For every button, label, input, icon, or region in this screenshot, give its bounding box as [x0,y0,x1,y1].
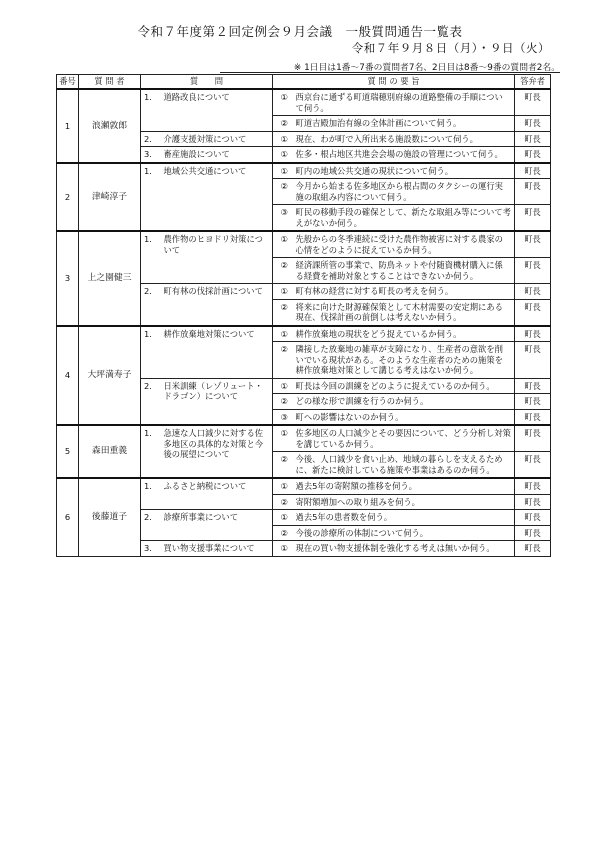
entry-number: 2 [57,163,79,232]
session-date: 令和７年９月８日（月）・９日（火） [351,41,550,55]
detail-number: ① [273,478,293,494]
detail-text: 過去5年の患者数を伺う。 [293,510,515,526]
table-body [57,89,551,556]
member-name: 森田重義 [79,425,141,478]
question-title: 農作物のヒヨドリ対策について [161,231,273,284]
detail-number: ② [273,494,293,510]
detail-number: ② [273,116,293,132]
table-row [57,425,551,452]
answerer: 町長 [515,258,551,284]
question-number: 3. [141,147,161,163]
detail-number: ③ [273,205,293,232]
header-question: 質 問 [141,75,273,90]
question-number: 2. [141,284,161,326]
question-number: 3. [141,541,161,557]
header-member: 質 問 者 [79,75,141,90]
member-name: 上之園健三 [79,231,141,326]
answerer: 町長 [515,525,551,541]
table-header-row [57,75,551,90]
answerer: 町長 [515,378,551,394]
answerer: 町長 [515,541,551,557]
detail-text: 町民の移動手段の確保として、新たな取組み等について考えがないか伺う。 [293,205,515,232]
answerer: 町長 [515,494,551,510]
answerer: 町長 [515,147,551,163]
table-row [57,478,551,494]
answerer: 町長 [515,299,551,326]
answerer: 町長 [515,131,551,147]
question-title: 町有林の伐採計画について [161,284,273,326]
question-title: ふるさと納税について [161,478,273,510]
detail-text: 寄附額増加への取り組みを伺う。 [293,494,515,510]
entry-number: 1 [57,89,79,163]
entry-number: 5 [57,425,79,478]
entry-number: 3 [57,231,79,326]
table-row [57,326,551,342]
answerer: 町長 [515,179,551,205]
answerer: 町長 [515,89,551,116]
document-title: 令和７年度第２回定例会９月会議 一般質問通告一覧表 [137,24,463,39]
answerer: 町長 [515,116,551,132]
detail-number: ① [273,131,293,147]
detail-number: ① [273,378,293,394]
detail-number: ① [273,326,293,342]
question-number: 2. [141,510,161,541]
question-title: 診療所事業について [161,510,273,541]
detail-number: ② [273,299,293,326]
question-number: 1. [141,478,161,510]
question-title: 地域公共交通について [161,163,273,232]
table-row [57,231,551,258]
question-title: 耕作放棄地対策について [161,326,273,379]
detail-text: 町有林の経営に対する町長の考えを伺う。 [293,284,515,300]
entry-number: 4 [57,326,79,426]
detail-text: 経済課所管の事業で、防鳥ネットや付随資機材購入に係る経費を補助対象とすることはできないか伺う。 [293,258,515,284]
question-number: 1. [141,89,161,131]
answerer: 町長 [515,342,551,379]
detail-number: ① [273,163,293,179]
entry-number: 6 [57,478,79,556]
detail-number: ② [273,342,293,379]
note-underline [220,72,560,73]
question-title: 介護支援対策について [161,131,273,147]
question-number: 2. [141,378,161,425]
answerer: 町長 [515,394,551,410]
answerer: 町長 [515,409,551,425]
detail-number: ② [273,258,293,284]
detail-number: ② [273,179,293,205]
question-number: 1. [141,231,161,284]
detail-text: 現在、わが町で入所出来る施設数について伺う。 [293,131,515,147]
answerer: 町長 [515,284,551,300]
answerer: 町長 [515,326,551,342]
header-number: 番号 [57,75,79,90]
detail-text: 佐多・根占地区共進会会場の施設の管理について伺う。 [293,147,515,163]
question-title: 買い物支援事業について [161,541,273,557]
answerer: 町長 [515,205,551,232]
answerer: 町長 [515,425,551,452]
detail-text: 過去5年の寄附額の推移を伺う。 [293,478,515,494]
question-number: 1. [141,326,161,379]
header-answerer: 答弁者 [515,75,551,90]
detail-text: 今後の診療所の体制について伺う。 [293,525,515,541]
question-title: 急速な人口減少に対する佐多地区の具体的な対策と今後の展望について [161,425,273,478]
member-name: 浪瀬敦郎 [79,89,141,163]
detail-number: ① [273,147,293,163]
question-title: 畜産施設について [161,147,273,163]
detail-text: 耕作放棄地の現状をどう捉えているか伺う。 [293,326,515,342]
detail-number: ② [273,452,293,479]
detail-text: 隣接した放棄地の雑草が支障になり、生産者の意欲を削いでいる現状がある。そのような生産者のための施策を耕作放棄地対策として講じる考えはないか伺う。 [293,342,515,379]
detail-text: 町内の地域公共交通の現状について伺う。 [293,163,515,179]
detail-text: 現在の買い物支援体制を強化する考えは無いか伺う。 [293,541,515,557]
questions-table [56,74,551,557]
detail-number: ① [273,425,293,452]
answerer: 町長 [515,478,551,494]
question-number: 2. [141,131,161,147]
member-name: 大坪満寿子 [79,326,141,426]
member-name: 後藤道子 [79,478,141,556]
detail-text: 今後、人口減少を食い止め、地域の暮らしを支えるために、新たに検討している施策や事業はあるのか伺う。 [293,452,515,479]
header-details: 質 問 の 要 旨 [273,75,515,90]
question-title: 道路改良について [161,89,273,131]
detail-text: どの様な形で訓練を行うのか伺う。 [293,394,515,410]
table-row [57,89,551,116]
question-title: 日米訓練（レゾリュート・ドラゴン）について [161,378,273,425]
question-number: 1. [141,425,161,478]
member-name: 津崎淳子 [79,163,141,232]
detail-number: ① [273,89,293,116]
detail-number: ① [273,231,293,258]
answerer: 町長 [515,163,551,179]
table-row [57,163,551,179]
detail-number: ① [273,284,293,300]
detail-text: 将来に向けた財源確保策として木材需要の安定期にある現在、伐採計画の前倒しは考えないか伺う。 [293,299,515,326]
answerer: 町長 [515,510,551,526]
detail-number: ③ [273,409,293,425]
detail-text: 先般からの冬季連続に受けた農作物被害に対する農家の心情をどのように捉えているか伺う。 [293,231,515,258]
answerer: 町長 [515,231,551,258]
schedule-note: ※ 1日目は1番～7番の質問者7名、2日目は8番～9番の質問者2名。 [293,63,560,73]
detail-text: 町道吉殿加治有線の全体計画について伺う。 [293,116,515,132]
detail-text: 町長は今回の訓練をどのように捉えているのか伺う。 [293,378,515,394]
detail-text: 西京台に通ずる町道瑞穂別府線の道路整備の手順について伺う。 [293,89,515,116]
detail-number: ① [273,541,293,557]
question-number: 1. [141,163,161,232]
answerer: 町長 [515,452,551,479]
detail-text: 佐多地区の人口減少とその要因について、どう分析し対策を講じているか伺う。 [293,425,515,452]
detail-text: 町への影響はないのか伺う。 [293,409,515,425]
detail-number: ② [273,394,293,410]
detail-number: ① [273,510,293,526]
detail-number: ② [273,525,293,541]
detail-text: 今月から始まる佐多地区から根占間のタクシーの運行実施の取組み内容について伺う。 [293,179,515,205]
